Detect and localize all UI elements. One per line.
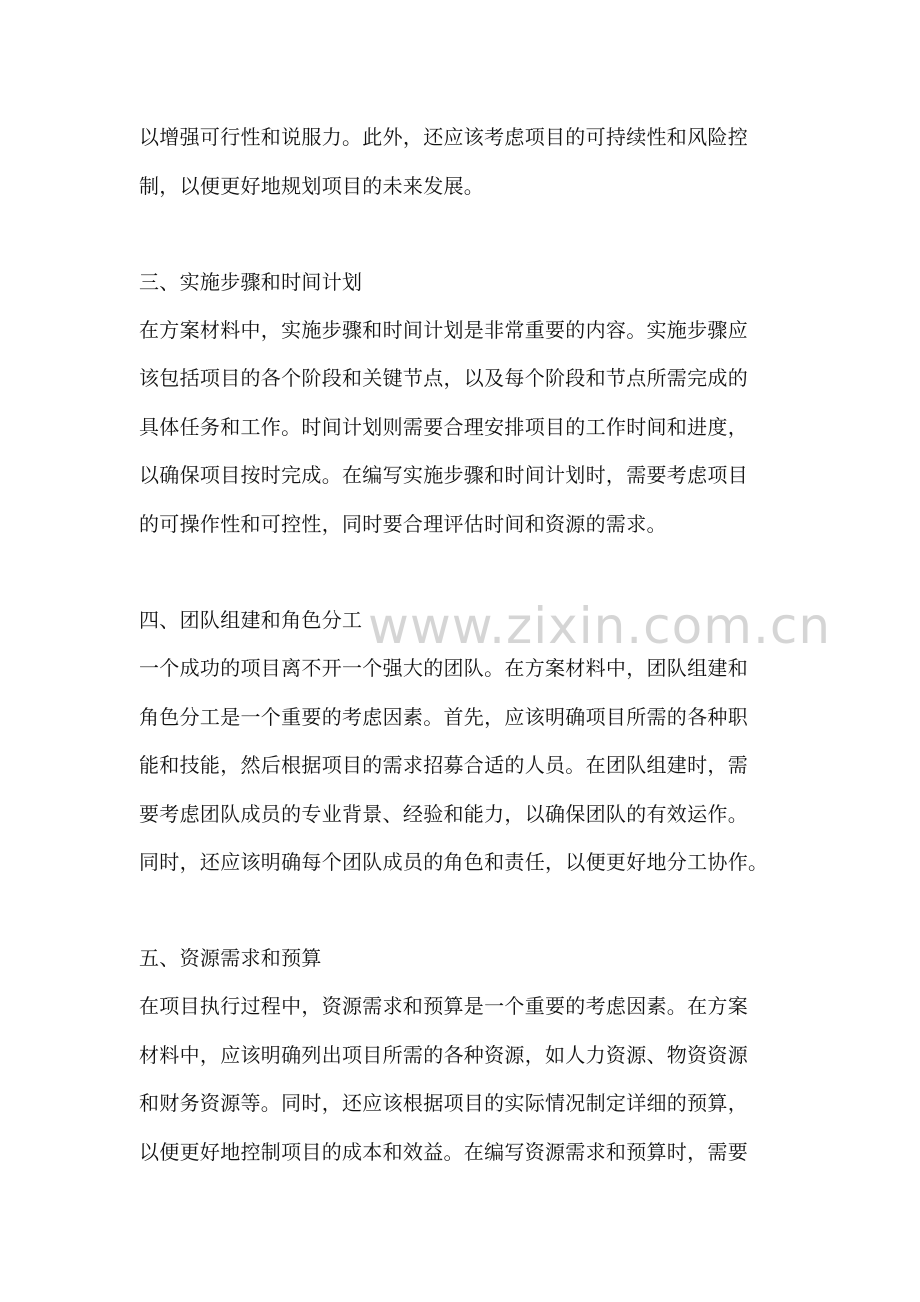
paragraph-line: 以便更好地控制项目的成本和效益。在编写资源需求和预算时，需要 <box>139 1140 748 1164</box>
paragraph-line: 角色分工是一个重要的考虑因素。首先，应该明确项目所需的各种职 <box>139 705 748 729</box>
paragraph-line: 该包括项目的各个阶段和关键节点，以及每个阶段和节点所需完成的 <box>139 366 748 390</box>
paragraph-line: 一个成功的项目离不开一个强大的团队。在方案材料中，团队组建和 <box>139 656 748 680</box>
watermark: www.zixin.com.cn <box>368 597 832 655</box>
intro-line: 制，以便更好地规划项目的未来发展。 <box>139 174 485 198</box>
section-heading: 四、团队组建和角色分工 <box>139 608 363 632</box>
paragraph-line: 同时，还应该明确每个团队成员的角色和责任，以便更好地分工协作。 <box>139 850 769 874</box>
paragraph-line: 的可操作性和可控性，同时要合理评估时间和资源的需求。 <box>139 512 667 536</box>
paragraph-line: 在项目执行过程中，资源需求和预算是一个重要的考虑因素。在方案 <box>139 994 748 1018</box>
paragraph-line: 能和技能，然后根据项目的需求招募合适的人员。在团队组建时，需 <box>139 753 748 777</box>
paragraph-line: 以确保项目按时完成。在编写实施步骤和时间计划时，需要考虑项目 <box>139 463 748 487</box>
paragraph-line: 在方案材料中，实施步骤和时间计划是非常重要的内容。实施步骤应 <box>139 318 748 342</box>
section-heading: 三、实施步骤和时间计划 <box>139 270 363 294</box>
paragraph-line: 和财务资源等。同时，还应该根据项目的实际情况制定详细的预算， <box>139 1091 748 1115</box>
section-heading: 五、资源需求和预算 <box>139 946 322 970</box>
intro-line: 以增强可行性和说服力。此外，还应该考虑项目的可持续性和风险控 <box>139 125 748 149</box>
paragraph-line: 要考虑团队成员的专业背景、经验和能力，以确保团队的有效运作。 <box>139 802 748 826</box>
paragraph-line: 材料中，应该明确列出项目所需的各种资源，如人力资源、物资资源 <box>139 1043 748 1067</box>
paragraph-line: 具体任务和工作。时间计划则需要合理安排项目的工作时间和进度， <box>139 415 748 439</box>
